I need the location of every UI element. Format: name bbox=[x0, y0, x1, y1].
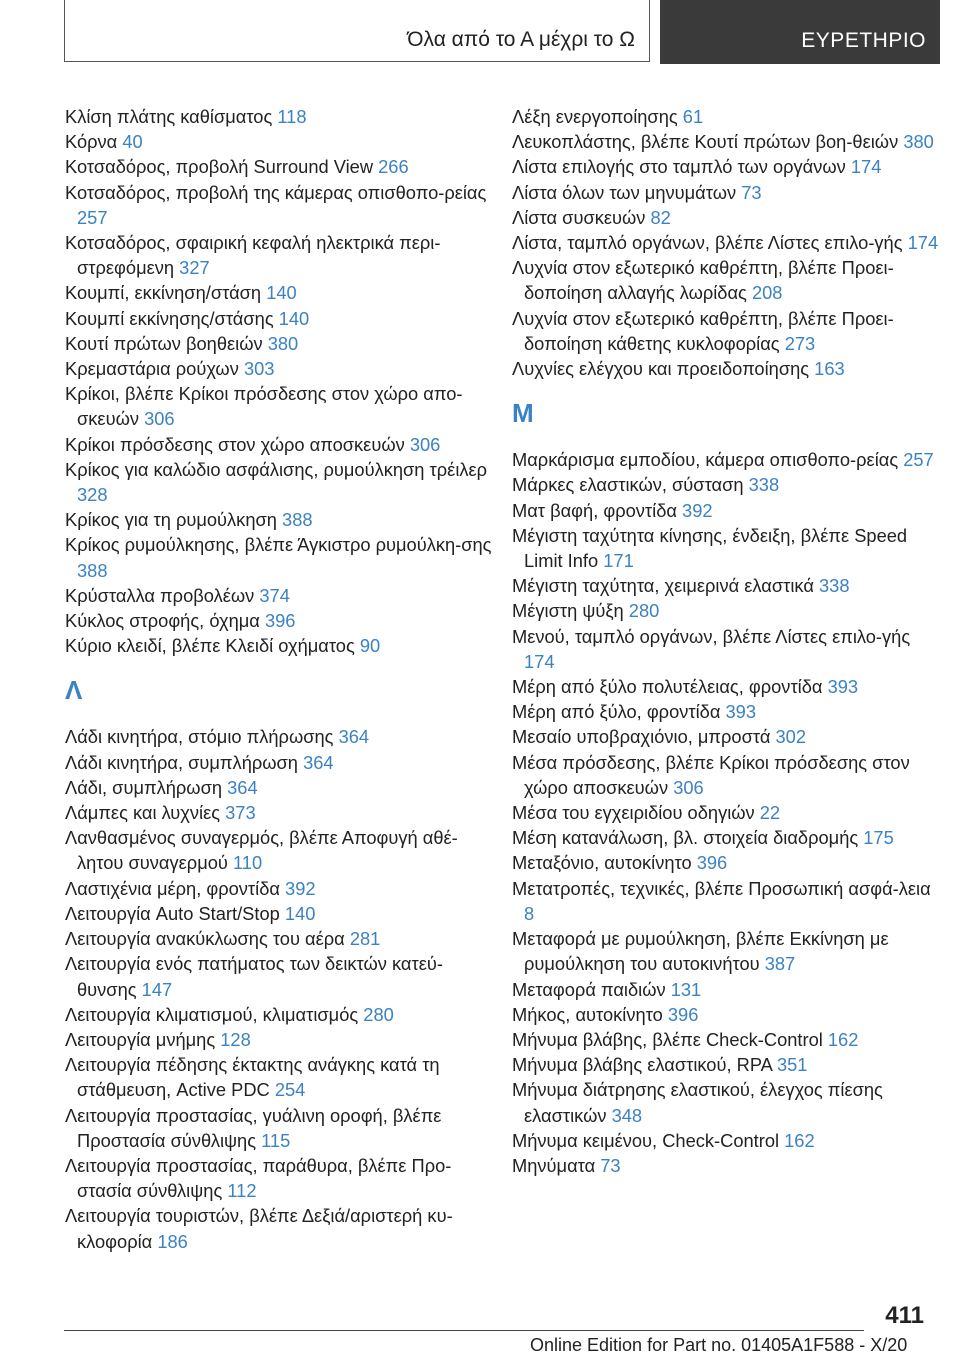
index-entry-text: Μάρκες ελαστικών, σύσταση bbox=[512, 474, 749, 496]
index-page-link[interactable]: 22 bbox=[759, 802, 781, 824]
index-page-link[interactable]: 280 bbox=[628, 600, 660, 622]
index-entry-text: Κουμπί εκκίνησης/στάσης bbox=[65, 307, 279, 329]
index-entry bbox=[65, 901, 495, 926]
index-entry bbox=[512, 674, 942, 699]
index-entry bbox=[65, 775, 495, 800]
index-letter-heading: Λ bbox=[65, 675, 83, 706]
index-entry bbox=[512, 977, 942, 1002]
index-page-link[interactable]: 302 bbox=[775, 726, 807, 748]
footer-divider bbox=[64, 1330, 864, 1331]
index-page-link[interactable]: 61 bbox=[682, 106, 704, 127]
index-entry-text: Κρίκοι, βλέπε Κρίκοι πρόσδεσης στον χώρο απο‐σκευών bbox=[65, 383, 463, 430]
index-entry bbox=[512, 205, 942, 230]
index-entry-text: Λάδι κινητήρα, συμπλήρωση bbox=[65, 751, 304, 773]
index-page-link[interactable]: 338 bbox=[748, 474, 780, 496]
index-entry-text: Κουμπί, εκκίνηση/στάση bbox=[65, 282, 267, 304]
index-entry-text: Μέγιστη ταχύτητα κίνησης, ένδειξη, βλέπε Speed Limit Info bbox=[512, 524, 908, 572]
index-entry bbox=[512, 1077, 942, 1127]
index-entry-text: Μέση κατανάλωση, βλ. στοιχεία διαδρομής bbox=[512, 827, 864, 849]
index-page-link[interactable]: 351 bbox=[776, 1054, 808, 1076]
index-entry-text: Λίστα, ταμπλό οργάνων, βλέπε Λίστες επιλο‐γής bbox=[512, 232, 908, 254]
index-page-link[interactable]: 396 bbox=[667, 1003, 699, 1025]
index-entry bbox=[65, 825, 495, 875]
index-entry bbox=[65, 608, 495, 633]
index-entry bbox=[65, 1103, 495, 1153]
index-entry-text: Ματ βαφή, φροντίδα bbox=[512, 499, 683, 521]
index-entry-text: Λάμπες και λυχνίες bbox=[65, 802, 226, 824]
index-entry-text: Μενού, ταμπλό οργάνων, βλέπε Λίστες επιλο‐γής bbox=[512, 625, 911, 647]
index-entry-text: Λειτουργία προστασίας, γυάλινη οροφή, βλέπε Προστασία σύνθλιψης bbox=[65, 1104, 442, 1151]
index-page-link[interactable]: 306 bbox=[144, 408, 175, 430]
index-page-link[interactable]: 387 bbox=[764, 953, 796, 975]
index-entry-text: Λειτουργία τουριστών, βλέπε Δεξιά/αριστερή κυ‐κλοφορία bbox=[65, 1205, 453, 1252]
index-entry-text: Κόρνα bbox=[65, 131, 123, 153]
index-entry-text: Μεταφορά παιδιών bbox=[512, 978, 671, 1000]
index-entry bbox=[65, 750, 495, 775]
index-entry-text: Λευκοπλάστης, βλέπε Κουτί πρώτων βοη‐θειών bbox=[512, 131, 904, 153]
index-entry-text: Λίστα συσκευών bbox=[512, 206, 651, 228]
index-entry-text: Λίστα επιλογής στο ταμπλό των οργάνων bbox=[512, 156, 851, 178]
index-entry bbox=[65, 507, 495, 532]
index-page-link[interactable]: 147 bbox=[141, 978, 173, 1000]
index-page-link[interactable]: 40 bbox=[122, 131, 143, 153]
index-entry bbox=[512, 472, 942, 497]
section-tab[interactable] bbox=[64, 0, 650, 62]
index-entry bbox=[512, 1002, 942, 1027]
index-page-link[interactable]: 128 bbox=[220, 1028, 251, 1050]
index-page-link[interactable]: 280 bbox=[363, 1003, 394, 1025]
index-entry bbox=[65, 129, 495, 154]
index-page-link[interactable]: 140 bbox=[266, 282, 297, 304]
index-entry bbox=[512, 699, 942, 724]
index-entry bbox=[65, 1153, 495, 1203]
index-entry-text: Μέσα του εγχειριδίου οδηγιών bbox=[512, 802, 760, 824]
index-entry bbox=[65, 532, 495, 582]
index-entry-text: Λάδι, συμπλήρωση bbox=[65, 776, 228, 798]
index-entry bbox=[512, 129, 942, 154]
index-entry bbox=[512, 825, 942, 850]
index-entry-text: Λειτουργία κλιματισμού, κλιματισμός bbox=[65, 1003, 364, 1025]
index-entry bbox=[512, 356, 942, 381]
index-page-link[interactable]: 281 bbox=[349, 928, 381, 950]
index-entry-text: Μήνυμα κειμένου, Check-Control bbox=[512, 1129, 785, 1151]
index-entry-text: Κοτσαδόρος, προβολή της κάμερας οπισθοπο‐ρείας bbox=[65, 181, 487, 203]
index-page-link[interactable]: 306 bbox=[409, 433, 441, 455]
index-entry bbox=[65, 180, 495, 230]
index-entry-text: Κρύσταλλα προβολέων bbox=[65, 584, 260, 606]
index-page-link[interactable]: 388 bbox=[77, 559, 108, 581]
index-entry bbox=[512, 255, 942, 305]
index-entry-text: Μήνυμα βλάβης, βλέπε Check-Control bbox=[512, 1028, 828, 1050]
index-page-link[interactable]: 163 bbox=[814, 358, 845, 380]
index-entry bbox=[512, 598, 942, 623]
page-header bbox=[64, 0, 940, 64]
index-entry bbox=[65, 1052, 495, 1102]
index-page-link[interactable]: 73 bbox=[741, 181, 762, 203]
index-entry bbox=[512, 724, 942, 749]
index-column-left bbox=[65, 104, 495, 1254]
index-entry-text: Μετατροπές, τεχνικές, βλέπε Προσωπική ασφά‐λεια bbox=[512, 877, 931, 899]
index-entry-text: Λανθασμένος συναγερμός, βλέπε Αποφυγή αθέ‐λητου συναγερμού bbox=[65, 827, 458, 874]
index-entry bbox=[512, 876, 942, 926]
index-entry bbox=[65, 583, 495, 608]
index-entry bbox=[65, 154, 495, 179]
index-entry-text: Κλίση πλάτης καθίσματος bbox=[65, 106, 278, 127]
index-page-link[interactable]: 110 bbox=[232, 852, 263, 874]
index-column-right bbox=[512, 104, 942, 1178]
index-entry-text: Μαρκάρισμα εμποδίου, κάμερα οπισθοπο‐ρείας bbox=[512, 449, 904, 471]
index-page-link[interactable]: 338 bbox=[819, 575, 850, 597]
index-entry-text: Λειτουργία Auto Start/Stop bbox=[65, 902, 285, 924]
index-page-link[interactable]: 393 bbox=[827, 676, 859, 698]
index-page-link[interactable]: 266 bbox=[378, 156, 409, 178]
index-entry bbox=[512, 306, 942, 356]
index-page-link[interactable]: 327 bbox=[179, 257, 210, 279]
index-entry-text: Μέρη από ξύλο πολυτέλειας, φροντίδα bbox=[512, 676, 828, 698]
index-page-link[interactable]: 112 bbox=[227, 1180, 257, 1202]
index-entry-text: Λέξη ενεργοποίησης bbox=[512, 106, 683, 127]
index-page-link[interactable]: 174 bbox=[850, 156, 882, 178]
index-entry bbox=[512, 1128, 942, 1153]
index-page-link[interactable]: 140 bbox=[278, 307, 310, 329]
index-page-link[interactable]: 396 bbox=[696, 852, 728, 874]
index-entry bbox=[65, 356, 495, 381]
index-page-link[interactable]: 364 bbox=[338, 726, 370, 748]
chapter-tab[interactable] bbox=[660, 0, 940, 64]
section-title: Όλα από το Α μέχρι το Ω bbox=[407, 28, 635, 51]
index-page-link[interactable]: 392 bbox=[285, 877, 316, 899]
index-page-link[interactable]: 257 bbox=[903, 449, 934, 471]
index-entry bbox=[65, 306, 495, 331]
index-entry bbox=[65, 926, 495, 951]
index-entry-text: Λίστα όλων των μηνυμάτων bbox=[512, 181, 742, 203]
index-entry-text: Λειτουργία πέδησης έκτακτης ανάγκης κατά τη στάθμευση, Active PDC bbox=[65, 1054, 440, 1101]
index-entry bbox=[512, 523, 942, 573]
index-entry bbox=[65, 876, 495, 901]
index-entry-text: Λάδι κινητήρα, στόμιο πλήρωσης bbox=[65, 726, 339, 748]
index-page-link[interactable]: 393 bbox=[725, 701, 757, 723]
index-entry bbox=[65, 1002, 495, 1027]
index-entry bbox=[65, 800, 495, 825]
index-page-link[interactable]: 364 bbox=[303, 751, 334, 773]
index-entry-text: Μέγιστη ψύξη bbox=[512, 600, 629, 622]
index-entry-text: Κρίκος για τη ρυμούλκηση bbox=[65, 509, 283, 531]
index-page-link[interactable]: 8 bbox=[524, 902, 535, 924]
index-entry-text: Κύκλος στροφής, όχημα bbox=[65, 610, 265, 632]
index-page-link[interactable]: 82 bbox=[650, 206, 671, 228]
index-entry bbox=[512, 447, 942, 472]
index-entry bbox=[512, 154, 942, 179]
index-page-link[interactable]: 303 bbox=[243, 358, 275, 380]
index-entry bbox=[512, 624, 942, 674]
index-entry bbox=[65, 331, 495, 356]
index-page-link[interactable]: 162 bbox=[827, 1028, 859, 1050]
index-entry-text: Μήνυμα διάτρησης ελαστικού, έλεγχος πίεσης ελαστικών bbox=[512, 1079, 883, 1126]
index-page-link[interactable]: 175 bbox=[863, 827, 894, 849]
index-entry bbox=[512, 850, 942, 875]
index-entry-text: Μέρη από ξύλο, φροντίδα bbox=[512, 701, 726, 723]
index-entry bbox=[65, 1027, 495, 1052]
index-page-link[interactable]: 186 bbox=[157, 1230, 188, 1252]
index-entry-text: Μεσαίο υποβραχιόνιο, μπροστά bbox=[512, 726, 776, 748]
index-entry bbox=[65, 230, 495, 280]
index-entry bbox=[512, 1052, 942, 1077]
index-entry-text: Κοτσαδόρος, σφαιρική κεφαλή ηλεκτρικά περι‐στρεφόμενη bbox=[65, 232, 441, 279]
index-entry bbox=[65, 633, 495, 658]
index-page-link[interactable]: 73 bbox=[600, 1154, 621, 1176]
index-entry-text: Κύριο κλειδί, βλέπε Κλειδί οχήματος bbox=[65, 635, 360, 657]
index-entry-text: Λαστιχένια μέρη, φροντίδα bbox=[65, 877, 286, 899]
index-page-link[interactable]: 131 bbox=[670, 978, 702, 1000]
index-entry-text: Λυχνία στον εξωτερικό καθρέπτη, βλέπε Προει‐δοποίηση κάθετης κυκλοφορίας bbox=[512, 307, 894, 354]
index-entry bbox=[65, 951, 495, 1001]
index-page-link[interactable]: 380 bbox=[903, 131, 934, 153]
index-entry bbox=[65, 381, 495, 431]
index-entry bbox=[512, 230, 942, 255]
index-entry bbox=[512, 750, 942, 800]
index-page-link[interactable]: 374 bbox=[259, 584, 290, 606]
index-page-link[interactable]: 90 bbox=[359, 635, 381, 657]
index-entry-text: Κρεμαστάρια ρούχων bbox=[65, 358, 244, 380]
index-page-link[interactable]: 174 bbox=[524, 650, 555, 672]
index-page-link[interactable]: 348 bbox=[611, 1104, 643, 1126]
index-page-link[interactable]: 254 bbox=[274, 1079, 306, 1101]
page-number: 411 bbox=[885, 1302, 924, 1329]
index-entry-text: Μεταφορά με ρυμούλκηση, βλέπε Εκκίνηση με ρυμούλκηση του αυτοκινήτου bbox=[512, 928, 889, 975]
index-entry-text: Μήνυμα βλάβης ελαστικού, RPA bbox=[512, 1054, 777, 1076]
index-entry-text: Μέγιστη ταχύτητα, χειμερινά ελαστικά bbox=[512, 575, 819, 597]
index-entry-text: Κρίκος ρυμούλκησης, βλέπε Άγκιστρο ρυμούλκη‐σης bbox=[65, 534, 492, 556]
index-page-link[interactable]: 208 bbox=[751, 282, 783, 304]
index-entry-text: Λυχνία στον εξωτερικό καθρέπτη, βλέπε Προει‐δοποίηση αλλαγής λωρίδας bbox=[512, 257, 894, 304]
index-entry bbox=[65, 280, 495, 305]
index-entry-text: Μέσα πρόσδεσης, βλέπε Κρίκοι πρόσδεσης στον χώρο αποσκευών bbox=[512, 751, 910, 798]
index-page-link[interactable]: 171 bbox=[603, 550, 634, 572]
index-entry-text: Κρίκος για καλώδιο ασφάλισης, ρυμούλκηση τρέιλερ bbox=[65, 458, 488, 480]
index-page-link[interactable]: 380 bbox=[267, 332, 299, 354]
index-page-link[interactable]: 388 bbox=[282, 509, 313, 531]
index-page-link[interactable]: 396 bbox=[264, 610, 296, 632]
index-page-link[interactable]: 364 bbox=[227, 776, 258, 798]
index-entry-text: Μεταξόνιο, αυτοκίνητο bbox=[512, 852, 697, 874]
index-entry-text: Κρίκοι πρόσδεσης στον χώρο αποσκευών bbox=[65, 433, 410, 455]
edition-footer: Online Edition for Part no. 01405A1F588 - X/20 bbox=[530, 1335, 908, 1355]
index-entry-text: Μήκος, αυτοκίνητο bbox=[512, 1003, 668, 1025]
index-entry-text: Κουτί πρώτων βοηθειών bbox=[65, 332, 268, 354]
index-page-link[interactable]: 273 bbox=[784, 332, 816, 354]
index-entry-text: Λειτουργία ανακύκλωσης του αέρα bbox=[65, 928, 350, 950]
index-page-link[interactable]: 328 bbox=[77, 484, 108, 506]
index-entry bbox=[512, 104, 942, 129]
index-page-link[interactable]: 373 bbox=[225, 802, 256, 824]
chapter-title: ΕΥΡΕΤΗΡΙΟ bbox=[801, 29, 926, 52]
index-entry-text: Λυχνίες ελέγχου και προειδοποίησης bbox=[512, 358, 815, 380]
index-entry-text: Λειτουργία προστασίας, παράθυρα, βλέπε Προ‐στασία σύνθλιψης bbox=[65, 1154, 452, 1202]
index-page-link[interactable]: 174 bbox=[907, 232, 939, 254]
index-entry bbox=[512, 800, 942, 825]
index-entry-text: Λειτουργία μνήμης bbox=[65, 1028, 221, 1050]
index-entry bbox=[512, 926, 942, 976]
index-entry-text: Κοτσαδόρος, προβολή Surround View bbox=[65, 156, 379, 178]
index-entry bbox=[512, 1027, 942, 1052]
index-entry bbox=[512, 573, 942, 598]
index-page-link[interactable]: 140 bbox=[284, 902, 316, 924]
index-entry bbox=[65, 724, 495, 749]
index-entry bbox=[512, 1153, 942, 1178]
index-entry bbox=[65, 457, 495, 507]
index-page-link[interactable]: 115 bbox=[261, 1129, 291, 1151]
index-page-link[interactable]: 118 bbox=[277, 106, 307, 127]
index-page-link[interactable]: 162 bbox=[784, 1129, 815, 1151]
index-entry bbox=[65, 1203, 495, 1253]
index-entry bbox=[512, 180, 942, 205]
index-entry bbox=[65, 432, 495, 457]
index-entry bbox=[65, 104, 495, 129]
index-entry-text: Λειτουργία ενός πατήματος των δεικτών κατεύ‐θυνσης bbox=[65, 953, 443, 1000]
index-letter-heading: Μ bbox=[512, 398, 534, 429]
index-page-link[interactable]: 257 bbox=[77, 206, 108, 228]
index-page-link[interactable]: 306 bbox=[673, 776, 704, 798]
index-entry bbox=[512, 498, 942, 523]
index-entry-text: Μηνύματα bbox=[512, 1154, 601, 1176]
index-page-link[interactable]: 392 bbox=[682, 499, 713, 521]
